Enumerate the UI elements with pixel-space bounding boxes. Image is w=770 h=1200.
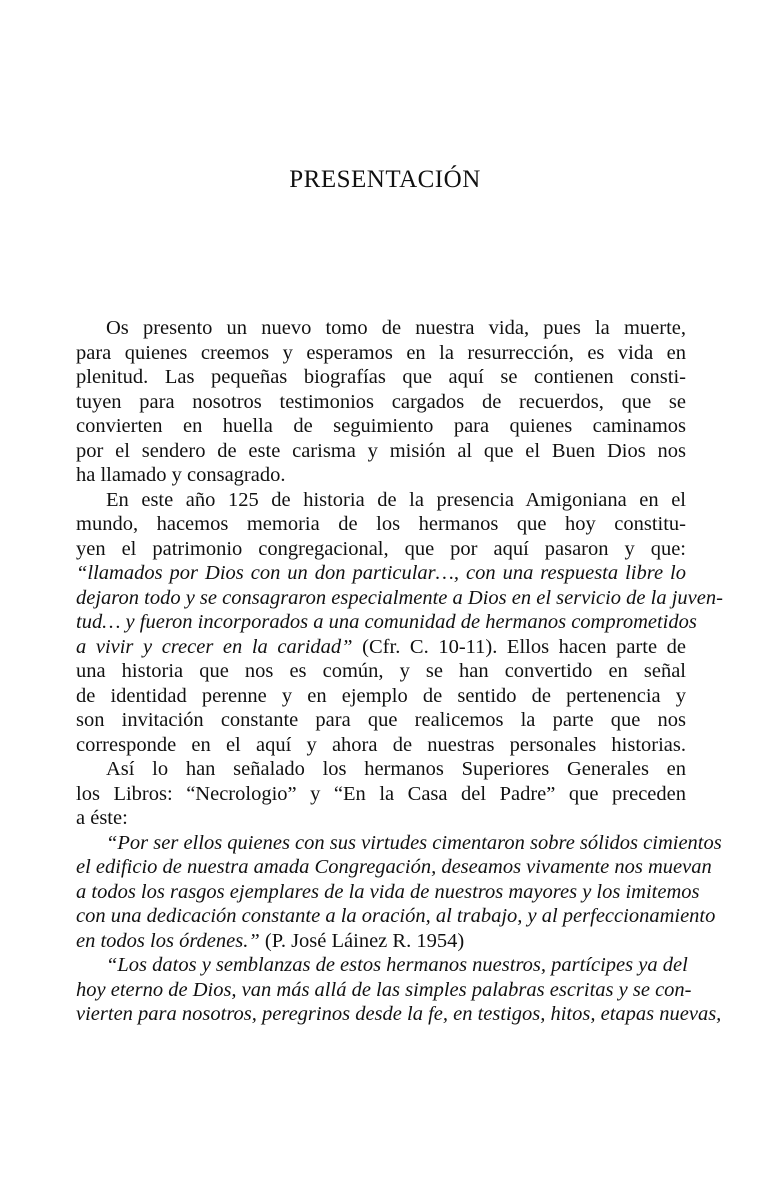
paragraph-line: Así lo han señalado los hermanos Superiores Generales en (106, 758, 686, 780)
quote-line: “Los datos y semblanzas de estos hermanos nuestros, partícipes ya del (106, 954, 688, 976)
page-title: PRESENTACIÓN (289, 166, 481, 193)
citation-fragment: (Cfr. C. 10-11). Ellos hacen parte de (352, 635, 686, 658)
paragraph-line: a éste: (76, 807, 128, 829)
paragraph-line: tuyen para nosotros testimonios cargados de recuerdos, que se (76, 390, 686, 413)
quote-line: a todos los rasgos ejemplares de la vida de nuestros mayores y los imitemos (76, 880, 700, 903)
paragraph-line: Os presento un nuevo tomo de nuestra vida, pues la muerte, (106, 317, 686, 339)
paragraph-line (76, 635, 686, 660)
paragraph-line: por el sendero de este carisma y misión al que el Buen Dios nos (76, 439, 686, 462)
body-text (76, 316, 723, 1027)
paragraph-line: ha llamado y consagrado. (76, 464, 286, 486)
quote-line: el edificio de nuestra amada Congregación, deseamos vivamente nos muevan (76, 856, 712, 878)
paragraph-line: una historia que nos es común, y se han convertido en señal (76, 660, 686, 682)
quote-fragment: en todos los órdenes.” (76, 929, 260, 952)
quote-fragment: a vivir y crecer en la caridad” (76, 635, 353, 658)
quote-line: “Por ser ellos quienes con sus virtudes cimentaron sobre sólidos cimientos (106, 831, 722, 854)
paragraph-line: los Libros: “Necrologio” y “En la Casa del Padre” que preceden (76, 782, 686, 805)
quote-line: “llamados por Dios con un don particular…, con una respuesta libre lo (76, 562, 686, 584)
quote-line: tud… y fueron incorporados a una comunidad de hermanos comprometidos (76, 611, 697, 633)
paragraph-line: plenitud. Las pequeñas biografías que aquí se contienen consti- (76, 366, 686, 388)
quote-line (76, 929, 686, 954)
paragraph-line: convierten en huella de seguimiento para quienes caminamos (76, 415, 686, 437)
quote-line: hoy eterno de Dios, van más allá de las simples palabras escritas y se con- (76, 978, 692, 1001)
quote-line: vierten para nosotros, peregrinos desde la fe, en testigos, hitos, etapas nuevas, (76, 1003, 722, 1025)
quote-line: dejaron todo y se consagraron especialmente a Dios en el servicio de la juven- (76, 586, 723, 609)
paragraph-line: de identidad perenne y en ejemplo de sentido de pertenencia y (76, 684, 686, 707)
quote-line: con una dedicación constante a la oración, al trabajo, y al perfeccionamiento (76, 905, 716, 927)
paragraph-line: son invitación constante para que realicemos la parte que nos (76, 709, 686, 731)
paragraph-line: yen el patrimonio congregacional, que por aquí pasaron y que: (76, 537, 686, 560)
paragraph-line: corresponde en el aquí y ahora de nuestras personales historias. (76, 733, 686, 756)
paragraph-line: mundo, hacemos memoria de los hermanos que hoy constitu- (76, 513, 686, 535)
paragraph-line: En este año 125 de historia de la presencia Amigoniana en el (106, 488, 686, 511)
attribution: (P. José Láinez R. 1954) (259, 929, 465, 952)
paragraph-line: para quienes creemos y esperamos en la resurrección, es vida en (76, 341, 686, 364)
